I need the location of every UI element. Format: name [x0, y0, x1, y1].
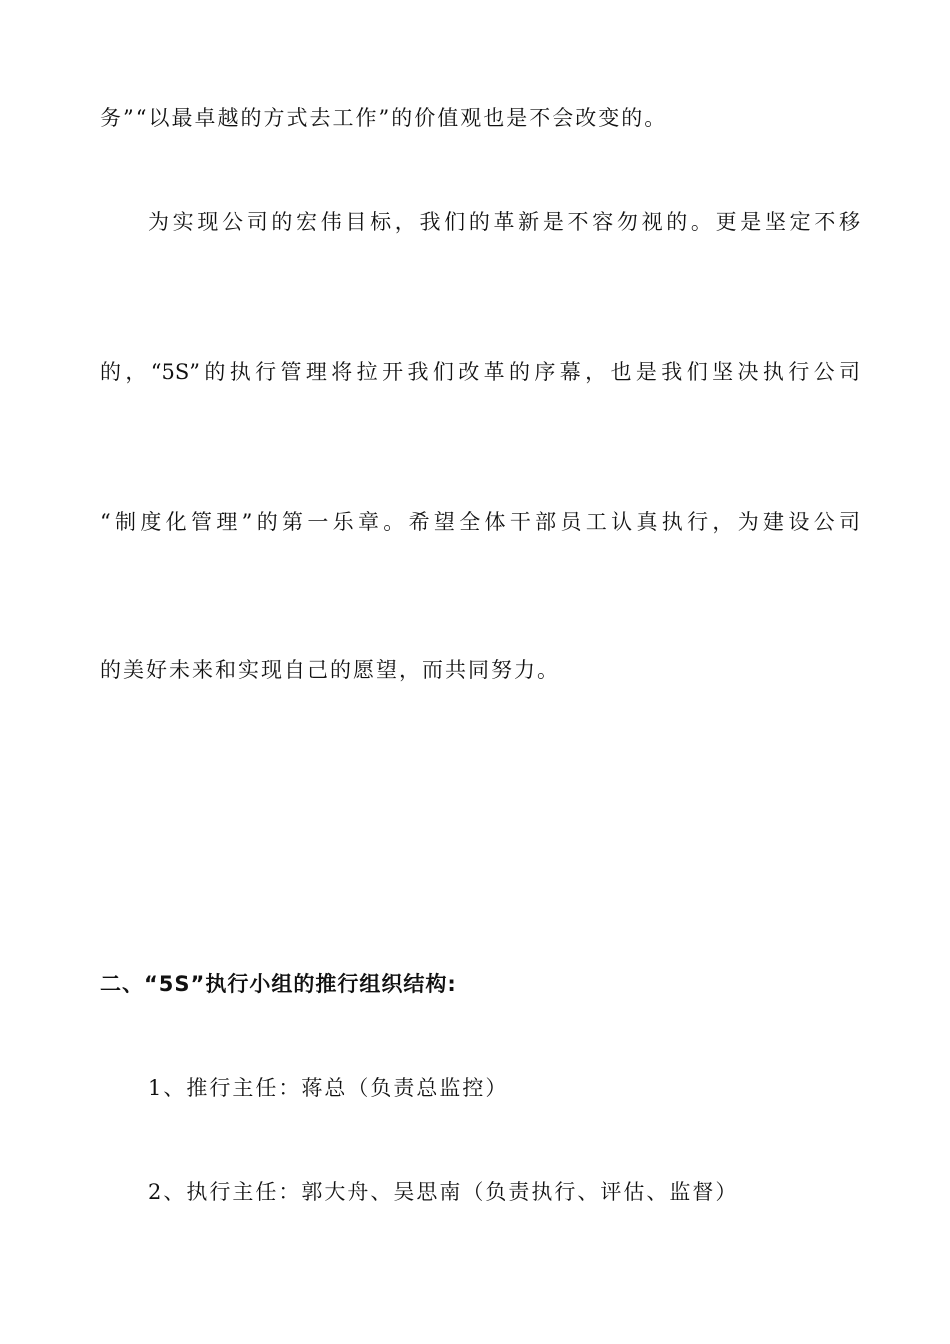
list-item: 2、执行主任：郭大舟、吴思南（负责执行、评估、监督） — [148, 1180, 739, 1204]
paragraph-line: 务”“以最卓越的方式去工作”的价值观也是不会改变的。 — [100, 106, 668, 130]
paragraph-line: 为实现公司的宏伟目标，我们的革新是不容勿视的。更是坚定不移 — [148, 210, 860, 234]
list-item: 1、推行主任：蒋总（负责总监控） — [148, 1076, 509, 1100]
paragraph-line: “制度化管理”的第一乐章。希望全体干部员工认真执行，为建设公司 — [100, 510, 860, 534]
paragraph-line: 的，“5S”的执行管理将拉开我们改革的序幕，也是我们坚决执行公司 — [100, 360, 860, 384]
section-heading: 二、“5S”执行小组的推行组织结构: — [100, 972, 457, 996]
paragraph-line: 的美好未来和实现自己的愿望，而共同努力。 — [100, 658, 560, 682]
